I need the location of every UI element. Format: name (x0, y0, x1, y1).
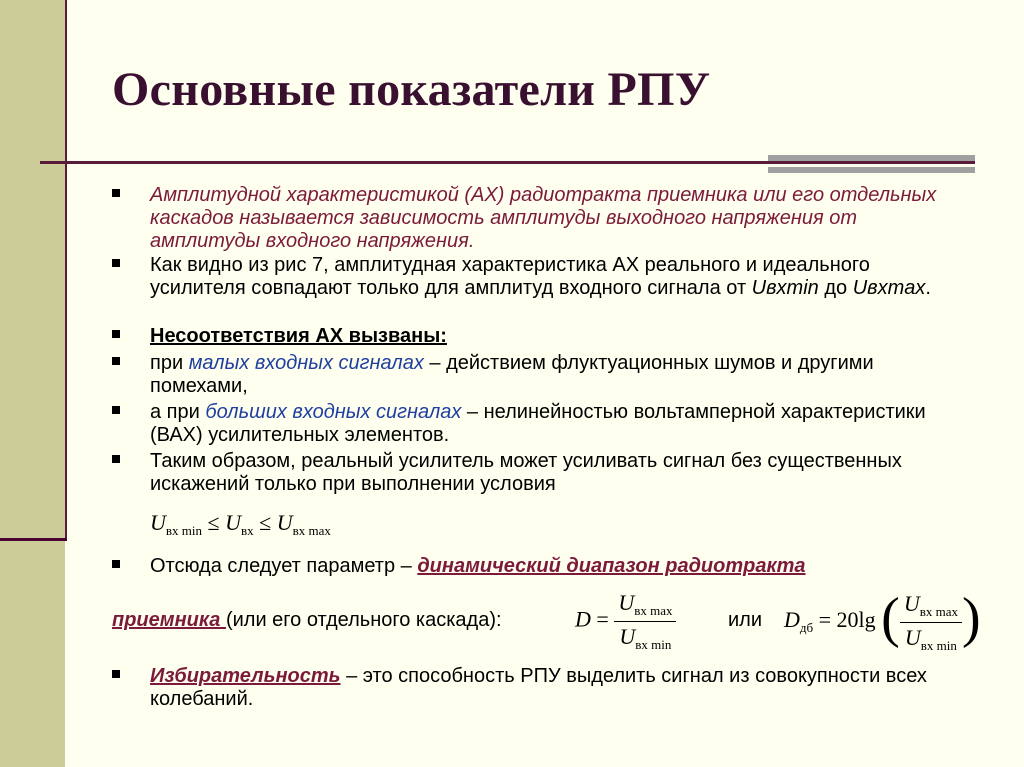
bullet-text: при малых входных сигналах – действием флуктуационных шумов и другими помехами, (150, 352, 874, 397)
side-line (65, 0, 67, 540)
dynamic-range-line: приемника (или его отдельного каскада): (112, 609, 502, 631)
bullet-text: Как видно из рис 7, амплитудная характеристика АХ реального и идеального усилителя совпадают только для амплитуд входного сигнала от Uвхmin до Uвхmax. (150, 254, 931, 299)
page-title: Основные показатели РПУ (112, 63, 711, 116)
bullet-square-icon (112, 455, 120, 463)
dynamic-range-formula: D = $\frac{U_{вх max}}{U_{вх min}}$ (575, 590, 676, 653)
bullet-square-icon (112, 670, 120, 678)
condition-formula: $U_{вх min} \le U_{вх} \le U_{вх max}$ (150, 510, 331, 538)
bullet-square-icon (112, 189, 120, 197)
bullet-square-icon (112, 406, 120, 414)
bullet-square-icon (112, 330, 120, 338)
bullet-text: а при больших входных сигналах – нелинейностью вольтамперной характеристики (ВАХ) усилительных элементов. (150, 401, 926, 446)
bullet-text: Избирательность – это способность РПУ выделить сигнал из совокупности всех колебаний. (150, 665, 927, 710)
bullet-heading: Несоответствия АХ вызваны: (150, 325, 447, 347)
or-label: или (728, 609, 763, 631)
title-rule-decoration (768, 155, 975, 175)
bullet-text: Отсюда следует параметр – динамический диапазон радиотракта (150, 555, 806, 577)
bullet-square-icon (112, 259, 120, 267)
side-strip (0, 0, 65, 767)
dynamic-range-db-formula: $D_{дб} = 20\lg$ ( $\frac{U_{вх max}}{U_{вх min}}$ ) (784, 587, 981, 653)
side-divider (0, 538, 67, 541)
bullet-square-icon (112, 357, 120, 365)
bullet-text: Таким образом, реальный усилитель может усиливать сигнал без существенных искажений только при выполнении условия (150, 450, 902, 495)
bullet-text: Амплитудной характеристикой (АХ) радиотракта приемника или его отдельных каскадов называется зависимость амплитуды выходного напряжения от амплитуды входного напряжения. (150, 184, 937, 252)
bullet-square-icon (112, 560, 120, 568)
